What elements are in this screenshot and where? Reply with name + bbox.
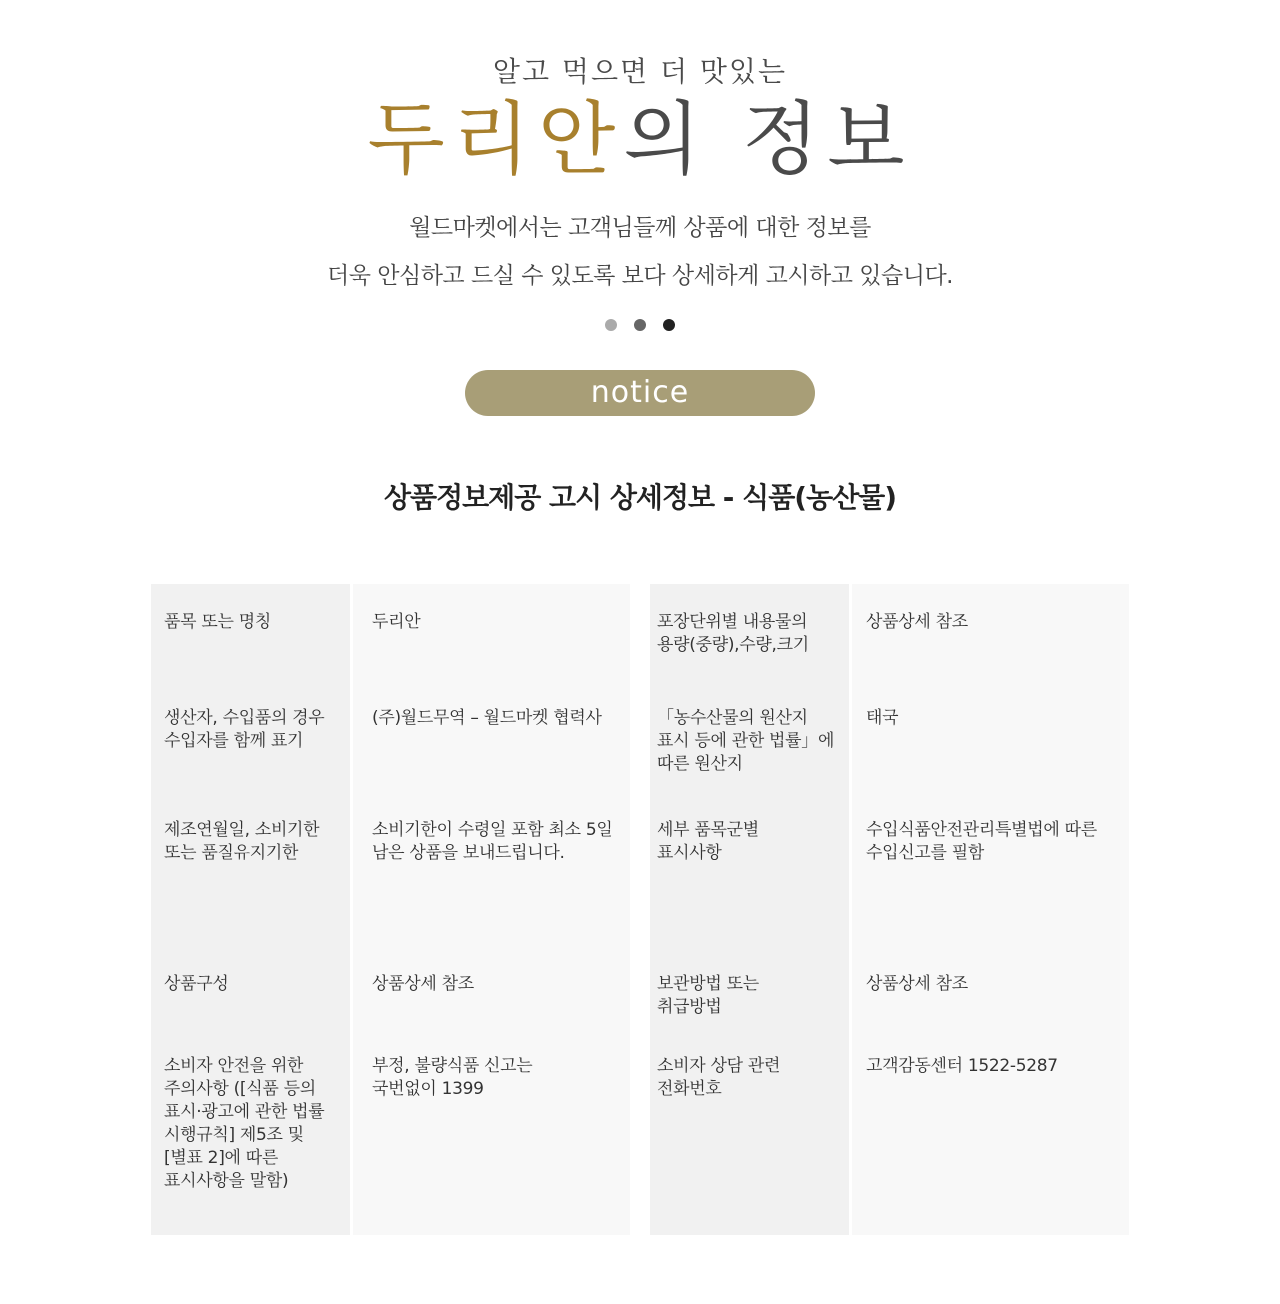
table-left-value-column — [353, 584, 630, 1235]
table-label: 품목 또는 명칭 — [164, 612, 271, 632]
notice-badge: notice — [465, 370, 815, 416]
tagline: 알고 먹으면 더 맛있는 — [492, 55, 788, 88]
table-value: 두리안 — [372, 612, 421, 632]
table-label: 생산자, 수입품의 경우 수입자를 함께 표기 — [164, 708, 325, 751]
dot-2 — [634, 319, 646, 331]
headline-accent: 두리안 — [367, 93, 624, 186]
decorative-dots — [0, 319, 1280, 331]
table-value: 상품상세 참조 — [372, 974, 474, 994]
table-value: 상품상세 참조 — [866, 612, 968, 632]
headline — [0, 92, 1280, 188]
dot-3 — [663, 319, 675, 331]
table-label: 세부 품목군별 표시사항 — [657, 820, 759, 863]
table-value: 수입식품안전관리특별법에 따른 수입신고를 필함 — [866, 820, 1097, 863]
table-label: 포장단위별 내용물의 용량(중량),수량,크기 — [657, 612, 809, 655]
headline-rest: 의 정보 — [623, 93, 913, 186]
intro-line-2: 더욱 안심하고 드실 수 있도록 보다 상세하게 고시하고 있습니다. — [327, 263, 953, 289]
table-value: 소비기한이 수령일 포함 최소 5일 남은 상품을 보내드립니다. — [372, 820, 613, 863]
section-title: 상품정보제공 고시 상세정보 - 식품(농산물) — [383, 481, 897, 514]
table-label: 상품구성 — [164, 974, 229, 994]
table-value: 태국 — [866, 708, 899, 728]
intro-line-1: 월드마켓에서는 고객님들께 상품에 대한 정보를 — [409, 215, 871, 241]
table-label: 소비자 상담 관련 전화번호 — [657, 1056, 781, 1099]
table-label: 보관방법 또는 취급방법 — [657, 974, 759, 1017]
table-value: (주)월드무역 – 월드마켓 협력사 — [372, 708, 602, 728]
table-value: 고객감동센터 1522-5287 — [866, 1056, 1058, 1076]
table-value: 상품상세 참조 — [866, 974, 968, 994]
table-right-value-column — [852, 584, 1129, 1235]
table-label: 제조연월일, 소비기한 또는 품질유지기한 — [164, 820, 320, 863]
dot-1 — [605, 319, 617, 331]
table-label: 소비자 안전을 위한 주의사항 ([식품 등의 표시·광고에 관한 법률 시행규칙] 제5조 및 [별표 2]에 따른 표시사항을 말함) — [164, 1056, 325, 1191]
table-value: 부정, 불량식품 신고는 국번없이 1399 — [372, 1056, 533, 1099]
table-label: 「농수산물의 원산지 표시 등에 관한 법률」에 따른 원산지 — [657, 708, 835, 774]
table-right-label-column — [650, 584, 849, 1235]
